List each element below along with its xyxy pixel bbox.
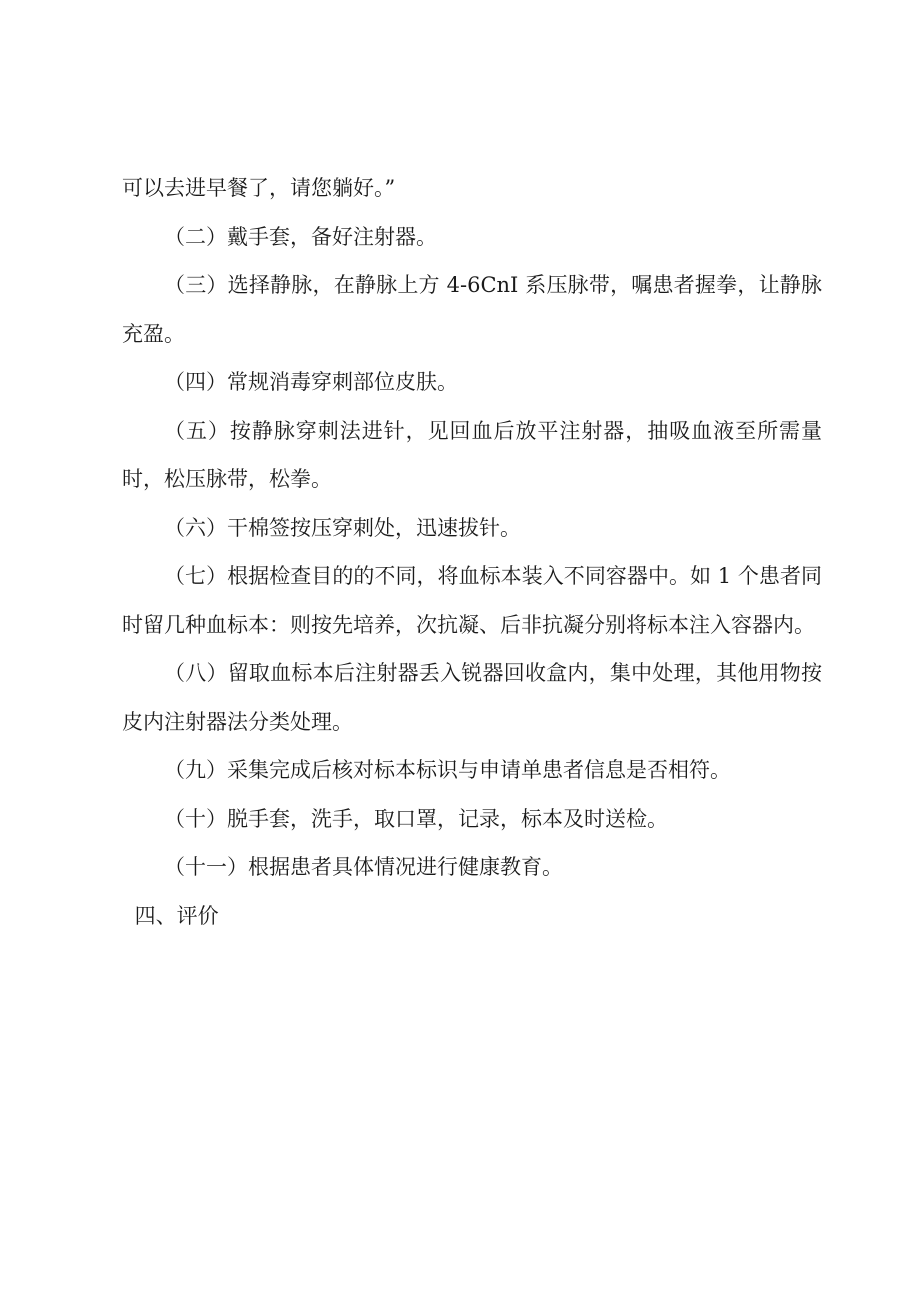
document-body xyxy=(122,164,822,940)
step-6-paragraph: （六）干棉签按压穿刺处，迅速拔针。 xyxy=(164,515,521,540)
paragraph-continuation: 可以去进早餐了，请您躺好。” xyxy=(122,176,396,200)
step-2-paragraph: （二）戴手套，备好注射器。 xyxy=(164,224,437,249)
step-5-paragraph: （五）按静脉穿刺法进针，见回血后放平注射器，抽吸血液至所需量时，松压脉带，松拳。 xyxy=(122,418,822,491)
step-9-paragraph: （九）采集完成后核对标本标识与申请单患者信息是否相符。 xyxy=(164,758,731,782)
step-11-paragraph: （十一）根据患者具体情况进行健康教育。 xyxy=(164,855,563,879)
step-7-paragraph: （七）根据检查目的的不同，将血标本装入不同容器中。如 1 个患者同时留几种血标本：则按先培养，次抗凝、后非抗凝分别将标本注入容器内。 xyxy=(122,564,822,637)
step-4-paragraph: （四）常规消毒穿刺部位皮肤。 xyxy=(164,370,458,394)
section-heading-evaluation: 四、评价 xyxy=(134,903,219,928)
step-3-paragraph: （三）选择静脉，在静脉上方 4-6CnI 系压脉带，嘱患者握拳，让静脉充盈。 xyxy=(122,273,822,346)
step-10-paragraph: （十）脱手套，洗手，取口罩，记录，标本及时送检。 xyxy=(164,806,668,831)
step-8-paragraph: （八）留取血标本后注射器丢入锐器回收盒内，集中处理，其他用物按皮内注射器法分类处理。 xyxy=(122,661,822,734)
